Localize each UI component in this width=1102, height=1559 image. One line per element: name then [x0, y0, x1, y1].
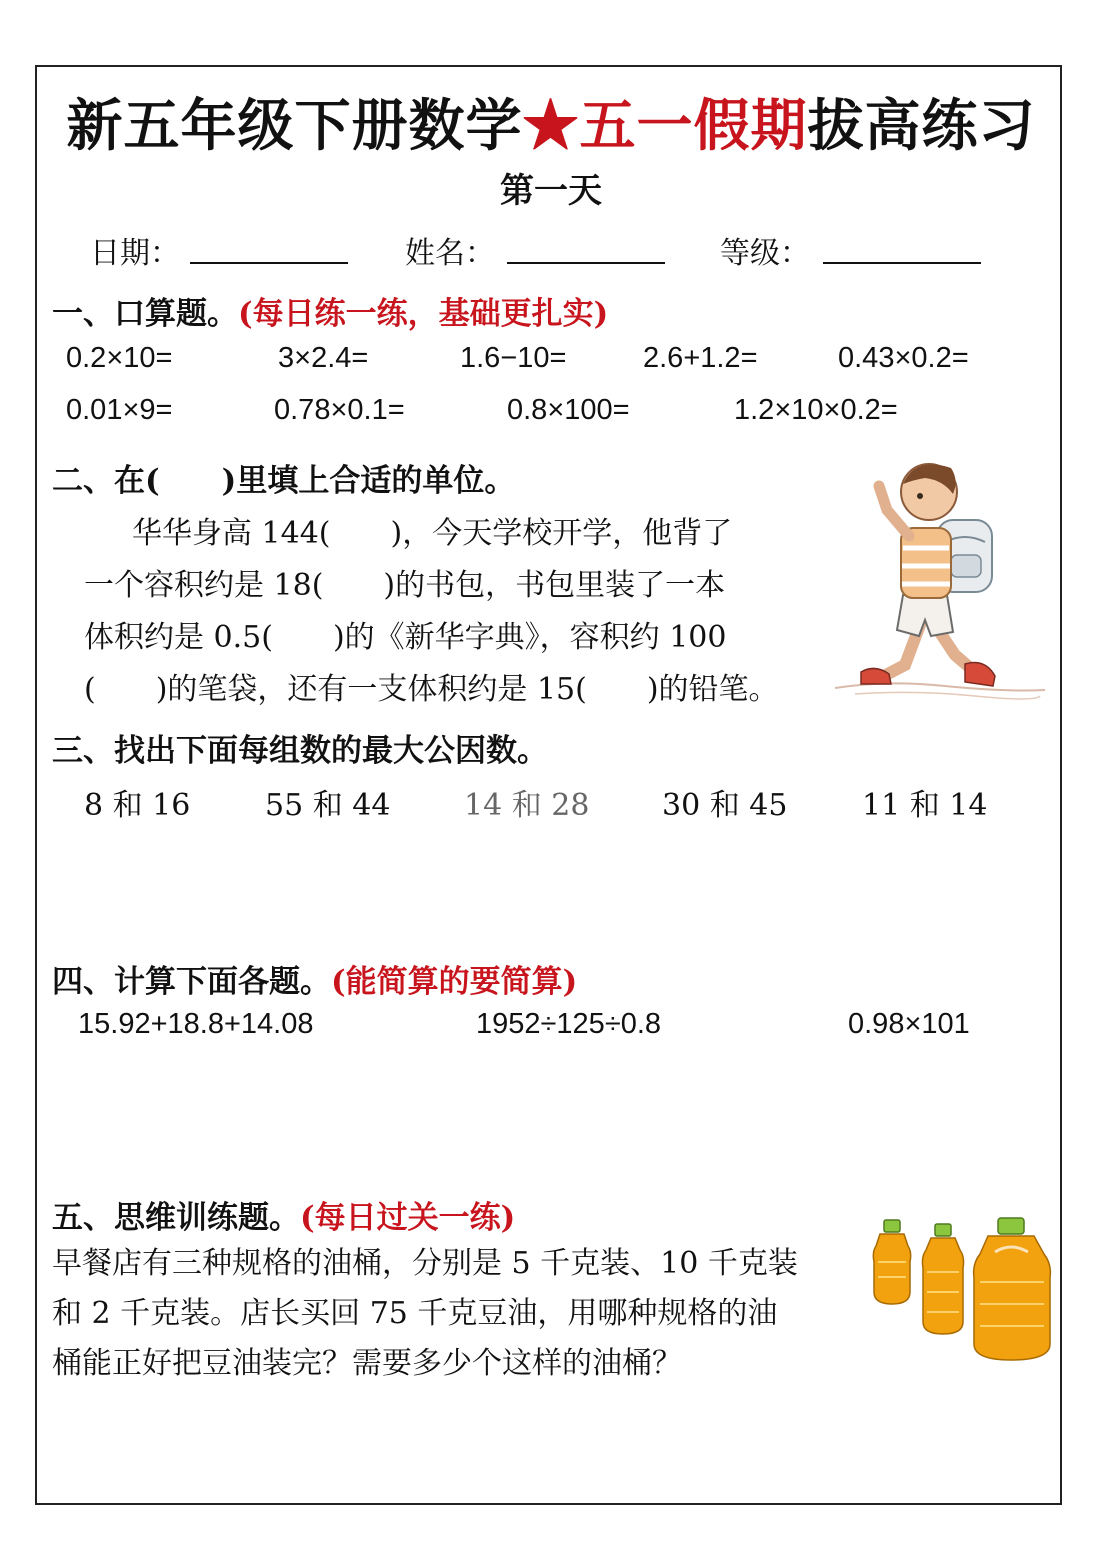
problem-line: 和 2 千克装。店长买回 75 千克豆油，用哪种规格的油 — [52, 1296, 778, 1331]
section2-heading: 二、在( )里填上合适的单位。 — [52, 463, 516, 499]
calculation-item: 1952÷125÷0.8 — [476, 1008, 662, 1040]
mental-math-item: 1.2×10×0.2= — [734, 394, 898, 426]
grade-label: 等级： — [720, 236, 810, 271]
paragraph-line: 体积约是 0.5( )的《新华字典》，容积约 100 — [84, 620, 727, 655]
date-label: 日期： — [90, 236, 180, 271]
mental-math-item: 0.43×0.2= — [838, 342, 969, 374]
section4-heading: 四、计算下面各题。(能简算的要简算) — [52, 964, 578, 1000]
page-subtitle: 第一天 — [500, 171, 602, 211]
gcd-item: 14 和 28 — [464, 788, 590, 823]
paragraph-line: 一个容积约是 18( )的书包，书包里装了一本 — [84, 568, 726, 603]
date-blank[interactable] — [190, 262, 348, 264]
problem-line: 早餐店有三种规格的油桶，分别是 5 千克装、10 千克装 — [52, 1246, 798, 1281]
gcd-item: 30 和 45 — [662, 788, 788, 823]
gcd-item: 8 和 16 — [84, 788, 191, 823]
gcd-item: 11 和 14 — [862, 788, 988, 823]
name-blank[interactable] — [507, 262, 665, 264]
problem-line: 桶能正好把豆油装完？需要多少个这样的油桶？ — [52, 1346, 682, 1381]
mental-math-item: 0.8×100= — [507, 394, 630, 426]
calculation-item: 0.98×101 — [848, 1008, 970, 1040]
walking-boy-illustration — [825, 450, 1050, 700]
mental-math-item: 0.2×10= — [66, 342, 173, 374]
mental-math-item: 1.6−10= — [460, 342, 567, 374]
paragraph-line: ( )的笔袋，还有一支体积约是 15( )的铅笔。 — [84, 672, 779, 707]
mental-math-item: 3×2.4= — [278, 342, 369, 374]
mental-math-item: 0.78×0.1= — [274, 394, 405, 426]
section5-heading: 五、思维训练题。(每日过关一练) — [52, 1200, 516, 1236]
section1-heading: 一、口算题。(每日练一练，基础更扎实) — [52, 296, 609, 332]
gcd-item: 55 和 44 — [265, 788, 391, 823]
section3-heading: 三、找出下面每组数的最大公因数。 — [52, 733, 548, 769]
mental-math-item: 2.6+1.2= — [643, 342, 758, 374]
mental-math-item: 0.01×9= — [66, 394, 173, 426]
oil-bottles-illustration — [870, 1212, 1055, 1367]
calculation-item: 15.92+18.8+14.08 — [78, 1008, 314, 1040]
paragraph-line: 华华身高 144( )，今天学校开学，他背了 — [132, 516, 733, 551]
page-title: 新五年级下册数学★五一假期拔高练习 — [66, 93, 1036, 159]
name-label: 姓名： — [405, 236, 495, 271]
grade-blank[interactable] — [823, 262, 981, 264]
